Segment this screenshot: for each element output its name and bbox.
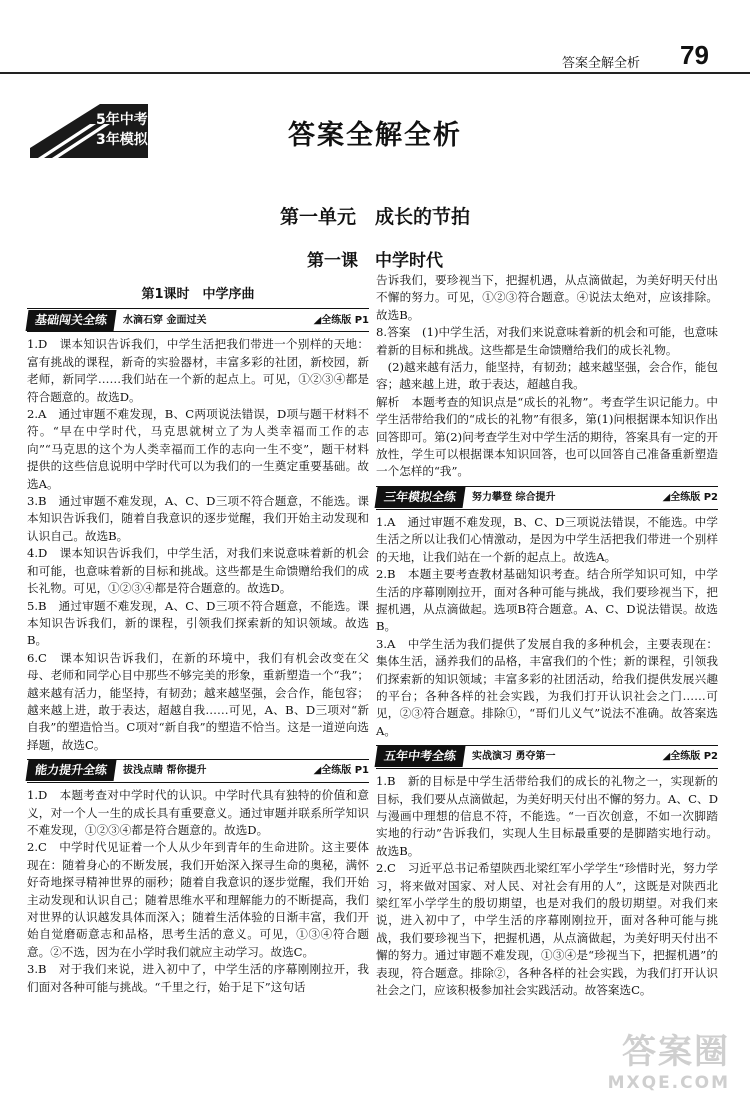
answer-item: 2.C 习近平总书记希望陕西北梁红军小学学生“珍惜时光，努力学习，将来做对国家、对人民、对社会有用的人”，这既是对陕西北梁红军小学学生的殷切期望，也是对我们的殷切期望。对我们来说，进入初中了，中学生活的序幕刚刚拉开，面对各种可能与挑战，我们要珍视当下，把握机遇，从点滴做起，为美好明天付出不懈的努力。通过审题不难发现，①③④是“珍视当下，把握机遇”的表现，符合题意。排除②，各种各样的社会实践，为我们打开认识社会之门，应该积极参加社会实践活动。故答案选C。: [376, 861, 718, 998]
answer-item: 3.A 中学生活为我们提供了发展自我的多种机会，主要表现在：集体生活，涵养我们的品格，丰富我们的个性；新的课程，引领我们探索新的知识领域；丰富多彩的社团活动，给我们提供发展兴趣的平台；各种各样的社会实践，为我们打开认识社会之门……可见，②③符合题意。排除①，“哥们儿义气”说法不准确。故答案选A。: [376, 636, 718, 738]
answer-item: 告诉我们，要珍视当下，把握机遇，从点滴做起，为美好明天付出不懈的努力。可见，①②③符合题意。④说法太绝对，应该排除。故选B。: [376, 273, 718, 322]
section-bar-basic: [27, 308, 369, 332]
answer-item: 2.B 本题主要考查教材基础知识考查。结合所学知识可知，中学生活的序幕刚刚拉开，面对各种可能与挑战，我们要珍视当下，把握机遇，从点滴做起。选项B符合题意。A、C、D说法错误。故选B。: [376, 567, 718, 634]
answer-item: 1.B 新的目标是中学生活带给我们的成长的礼物之一，实现新的目标，我们要从点滴做起，为美好明天付出不懈的努力。A、C、D与漫画中理想的信息不符，不能选。“一百次创意，不如一次脚踏实地的行动”告诉我们，实现人生目标最重要的是脚踏实地行动。故选B。: [376, 774, 718, 858]
answer-item: 6.C 课本知识告诉我们，在新的环境中，我们有机会改变在父母、老师和同学心目中那些不够完美的形象，重新塑造一个“我”；越来越有活力，能坚持，有韧劲；越来越坚强，会合作，能包容；越来越上进，敢于表达，超越自我……可见，A、B、D三项对“新自我”的塑造恰当。C项对“新自我”的塑造不恰当。这是一道逆向选择题，故选C。: [27, 650, 369, 752]
header-rule: [0, 72, 750, 74]
section-slogan: 实战演习 勇夺第一: [472, 751, 556, 763]
watermark: [608, 1024, 730, 1093]
answer-item: 2.C 中学时代见证着一个人从少年到青年的生命进阶。这主要体现在：随着身心的不断发展，我们开始深入探寻生命的奥秘，满怀好奇地探寻精神世界的丽秒；随着自我意识的逐步觉醒，我们开始主动发现和认识自己；随着思维水平和理解能力的不断提高，我们对世界的认识越发具体而深入；随着生活体验的日渐丰富，我们开始自觉磨砺意志和品格，思考生活的意义。可见，①③④符合题意。②不选，因为在小学时我们就应主动学习。故选C。: [27, 840, 369, 959]
answer-item: 4.D 课本知识告诉我们，中学生活，对我们来说意味着新的机会和可能，也意味着新的目标和挑战。这些都是生命馈赠给我们的成长礼物。可见，①②③④都是符合题意的。故选D。: [27, 546, 369, 596]
page-number: 79: [680, 40, 709, 70]
answer-item: (2)越来越有活力，能坚持，有韧劲；越来越坚强，会合作，能包容；越来越上进，敢于表达，超越自我。: [376, 360, 718, 392]
header-section-title: 答案全解全析: [562, 56, 641, 71]
section-slogan: 拔浅点睛 帮你提升: [123, 765, 207, 777]
lesson-heading: 第一课 中学时代: [307, 251, 443, 271]
section-bar-five-year: [376, 745, 718, 769]
answer-item: 1.A 通过审题不难发现，B、C、D三项说法错误，不能选。中学生活之所以让我们心情激动，是因为中学生活把我们带进一个别样的天地，让我们站在一个新的起点上。故选A。: [376, 514, 718, 564]
page-title: 答案全解全析: [288, 120, 462, 151]
answer-item: 2.A 通过审题不难发现，B、C两项说法错误，D项与题干材料不符。“早在中学时代，马克思就树立了为人类幸福而工作的志向”“马克思的这个为人类幸福而工作的志向一生不变”，题干材料提供的这些信息说明中学时代可以为我们的一生奠定重要基础。故选A。: [27, 407, 369, 491]
watermark-line1: 答案圈: [622, 1032, 730, 1072]
section-tag: 五年中考全练: [374, 746, 465, 767]
section-ref: ◢全练版 P2: [662, 492, 718, 504]
right-column: [376, 272, 718, 999]
answer-item: 8.答案 (1)中学生活，对我们来说意味着新的机会和可能，也意味着新的目标和挑战。这些都是生命馈赠给我们的成长礼物。: [376, 325, 718, 357]
section-ref: ◢全练版 P2: [662, 751, 718, 763]
section-ref: ◢全练版 P1: [313, 765, 369, 777]
section-tag: 基础闯关全练: [25, 310, 116, 331]
period-heading: 第1课时 中学序曲: [141, 287, 255, 302]
svg-text:5年中考: 5年中考: [96, 112, 148, 128]
section-ref: ◢全练版 P1: [313, 314, 369, 326]
section-tag: 三年模拟全练: [374, 487, 465, 508]
section-slogan: 水滴石穿 金面过关: [123, 314, 207, 326]
unit-heading: 第一单元 成长的节拍: [279, 206, 470, 228]
answer-item: 5.B 通过审题不难发现，A、C、D三项不符合题意，不能选。课本知识告诉我们，新的课程，引领我们探索新的知识领域。故选B。: [27, 598, 369, 648]
answer-item: 1.D 本题考查对中学时代的认识。中学时代具有独特的价值和意义，对一个人一生的成长具有重要意义。通过审题并联系所学知识不难发现，①②③④都是符合题意的。故选D。: [27, 788, 369, 837]
left-column: [27, 280, 369, 996]
section-bar-ability: [27, 759, 369, 783]
answer-item: 解析 本题考查的知识点是“成长的礼物”。考查学生识记能力。中学生活带给我们的“成长的礼物”有很多，第(1)问根据课本知识作出回答即可。第(2)问考查学生对中学生活的期待，答案具有一定的开放性，学生可以根据课本知识回答，也可以回答自己准备重新塑造一个怎样的“我”。: [376, 394, 718, 479]
section-tag: 能力提升全练: [25, 760, 116, 781]
answer-item: 3.B 对于我们来说，进入初中了，中学生活的序幕刚刚拉开，我们面对各种可能与挑战。“千里之行，始于足下”这句话: [27, 962, 369, 994]
watermark-line2: MXQE.COM: [607, 1073, 730, 1093]
answer-item: 3.B 通过审题不难发现，A、C、D三项不符合题意，不能选。课本知识告诉我们，随着自我意识的逐步觉醒，我们开始主动发现和认识自己。故选B。: [27, 494, 369, 543]
section-bar-three-year: [376, 486, 718, 510]
section-slogan: 努力攀登 综合提升: [472, 492, 556, 504]
svg-text:3年模拟: 3年模拟: [96, 132, 148, 148]
answer-item: 1.D 课本知识告诉我们，中学生活把我们带进一个别样的天地：富有挑战的课程，新奇的实验器材，丰富多彩的社团，新校园，新老师，新同学……我们站在一个新的起点上。可见，①②③④都是符合题意的。故选D。: [27, 337, 369, 404]
